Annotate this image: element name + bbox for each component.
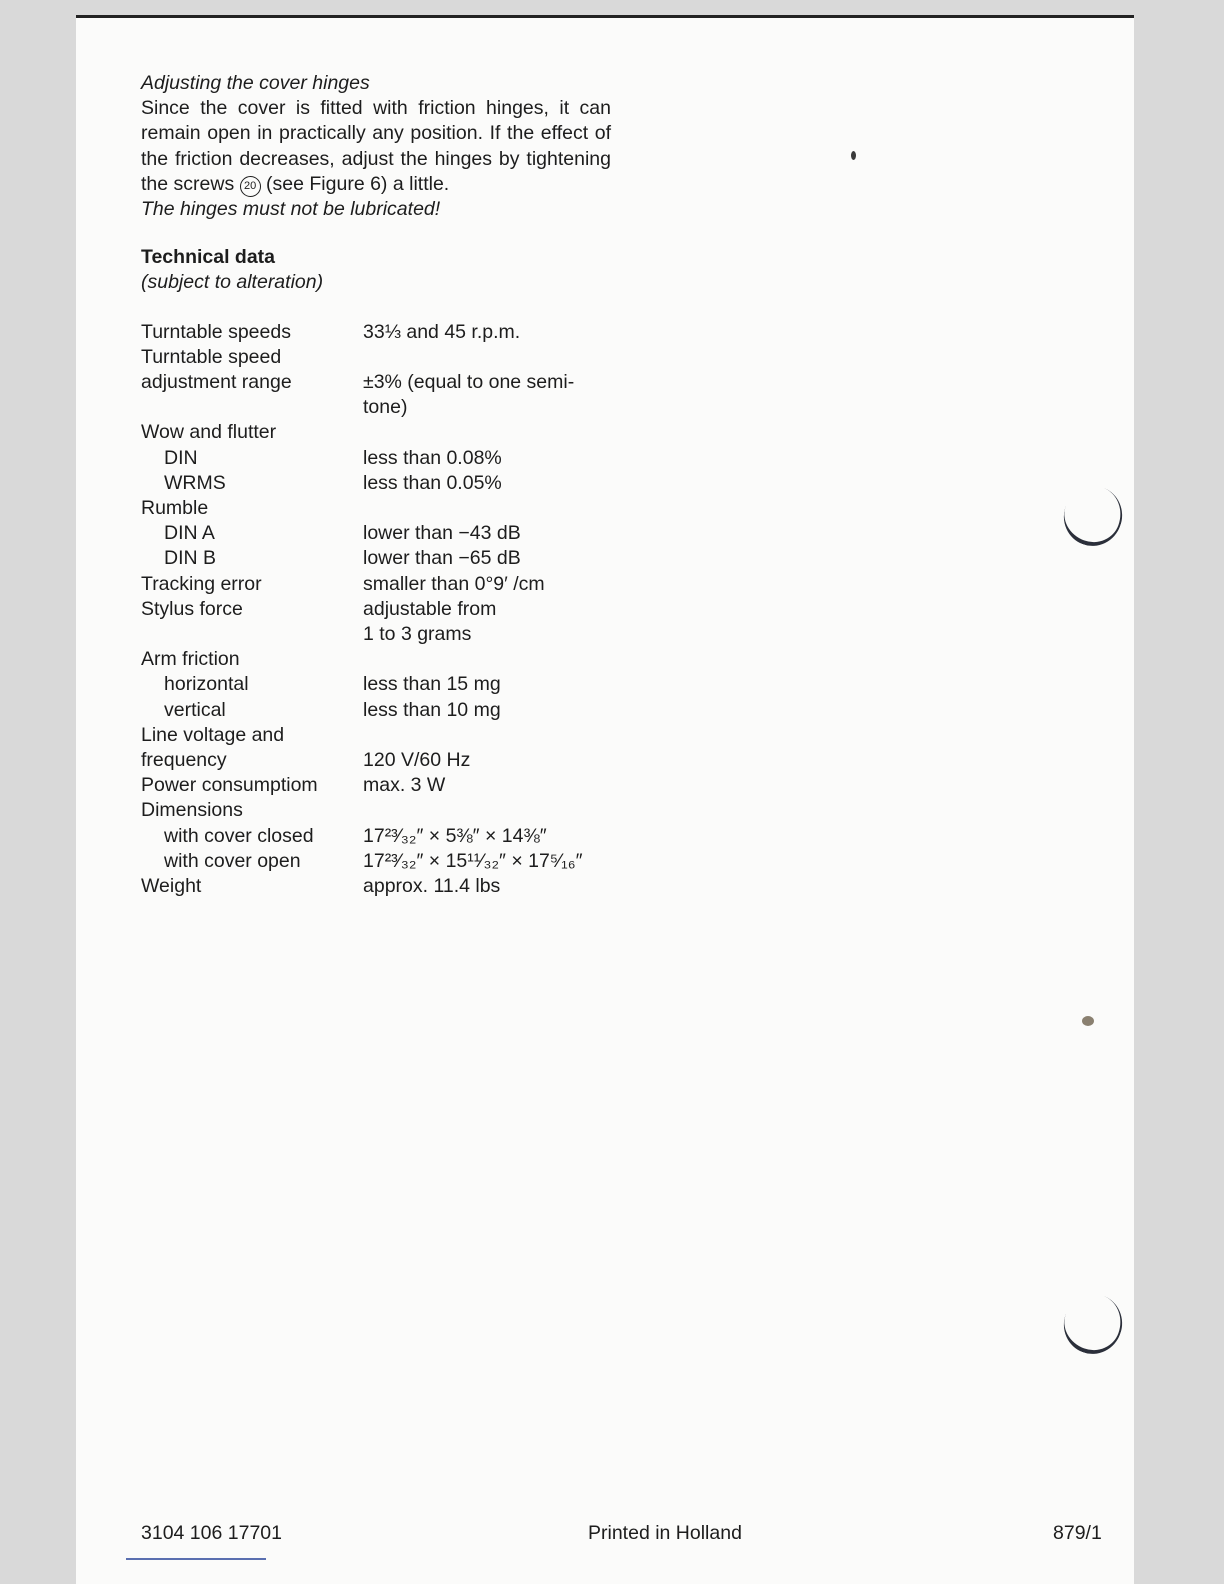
spec-row	[141, 420, 611, 445]
hinges-body-text-2: (see Figure 6) a little.	[266, 172, 450, 195]
spec-label: Stylus force	[141, 597, 243, 620]
spec-row	[141, 471, 611, 496]
spec-row	[141, 849, 611, 874]
spec-label: with cover closed	[164, 824, 314, 847]
spec-table	[141, 320, 611, 900]
screw-reference-badge: 20	[240, 176, 261, 197]
spec-row	[141, 622, 611, 647]
spec-row	[141, 546, 611, 571]
spec-value: ±3% (equal to one semi-	[363, 371, 575, 394]
spec-label: Tracking error	[141, 572, 262, 595]
top-rule	[76, 15, 1134, 18]
spec-value: max. 3 W	[363, 774, 446, 797]
spec-row	[141, 572, 611, 597]
spec-label: horizontal	[164, 673, 249, 696]
footer-printed-in: Printed in Holland	[588, 1522, 742, 1544]
spec-row	[141, 698, 611, 723]
spec-label: with cover open	[164, 849, 301, 872]
spec-value: 1 to 3 grams	[363, 623, 472, 646]
spec-value	[363, 798, 611, 823]
spec-label: frequency	[141, 749, 227, 772]
speck-mark	[1082, 1016, 1094, 1026]
spec-label: Arm friction	[141, 648, 240, 671]
spec-label: adjustment range	[141, 371, 292, 394]
spec-label	[141, 395, 363, 420]
spec-row	[141, 446, 611, 471]
spec-value: 17²³⁄₃₂″ × 15¹¹⁄₃₂″ × 17⁵⁄₁₆″	[363, 849, 583, 872]
spec-value: less than 0.08%	[363, 446, 502, 469]
spec-value: less than 0.05%	[363, 471, 502, 494]
technical-data-heading: Technical data	[141, 246, 276, 269]
technical-data-subheading: (subject to alteration)	[141, 271, 324, 294]
spec-label: DIN	[164, 446, 198, 469]
spec-value	[363, 345, 611, 370]
spec-value: 17²³⁄₃₂″ × 5⅜″ × 14⅜″	[363, 824, 547, 847]
spec-label: Wow and flutter	[141, 421, 277, 444]
spec-label: Power consumptiom	[141, 774, 318, 797]
spec-label: DIN B	[164, 547, 217, 570]
hinges-warning: The hinges must not be lubricated!	[141, 198, 441, 221]
spec-row	[141, 723, 611, 748]
spec-row	[141, 395, 611, 420]
spec-row	[141, 370, 611, 395]
spec-label: DIN A	[164, 522, 215, 545]
spec-label: vertical	[164, 698, 226, 721]
spec-row	[141, 798, 611, 823]
footer-page-ref: 879/1	[1053, 1522, 1102, 1544]
spec-value: 120 V/60 Hz	[363, 749, 471, 772]
spec-value: smaller than 0°9′ /cm	[363, 572, 545, 595]
footer-underline	[126, 1558, 266, 1560]
spec-row	[141, 748, 611, 773]
hinges-body-text: Since the cover is fitted with friction hinges, it can remain open in practically any position. If the effect of the friction decreases, adjust the hinges by tightening the screws	[141, 97, 611, 195]
spec-value: adjustable from	[363, 597, 497, 620]
hinges-body	[141, 96, 611, 197]
speck-mark	[851, 151, 856, 160]
spec-label	[141, 622, 363, 647]
spec-row	[141, 647, 611, 672]
spec-row	[141, 672, 611, 697]
spec-row	[141, 345, 611, 370]
spec-row	[141, 874, 611, 899]
spec-value: lower than −43 dB	[363, 522, 521, 545]
spec-label: Turntable speeds	[141, 320, 291, 343]
spec-row	[141, 521, 611, 546]
spec-value: tone)	[363, 396, 408, 419]
spec-value: lower than −65 dB	[363, 547, 521, 570]
spec-label: Dimensions	[141, 799, 243, 822]
spec-label: WRMS	[164, 471, 226, 494]
spec-value	[363, 496, 611, 521]
spec-value	[363, 647, 611, 672]
spec-label: Rumble	[141, 497, 209, 520]
document-content	[141, 71, 611, 899]
spec-row	[141, 824, 611, 849]
spec-row	[141, 320, 611, 345]
spec-value: less than 10 mg	[363, 698, 501, 721]
spec-label: Weight	[141, 875, 202, 898]
spec-row	[141, 773, 611, 798]
hinges-title: Adjusting the cover hinges	[141, 72, 370, 94]
footer-part-number: 3104 106 17701	[141, 1522, 282, 1544]
spec-row	[141, 496, 611, 521]
spec-row	[141, 597, 611, 622]
spec-value: approx. 11.4 lbs	[363, 875, 501, 898]
spec-value	[363, 420, 611, 445]
spec-value: less than 15 mg	[363, 673, 501, 696]
spec-label: Line voltage and	[141, 723, 285, 746]
spec-label: Turntable speed	[141, 345, 282, 368]
spec-value	[363, 723, 611, 748]
spec-value: 33⅓ and 45 r.p.m.	[363, 320, 521, 343]
